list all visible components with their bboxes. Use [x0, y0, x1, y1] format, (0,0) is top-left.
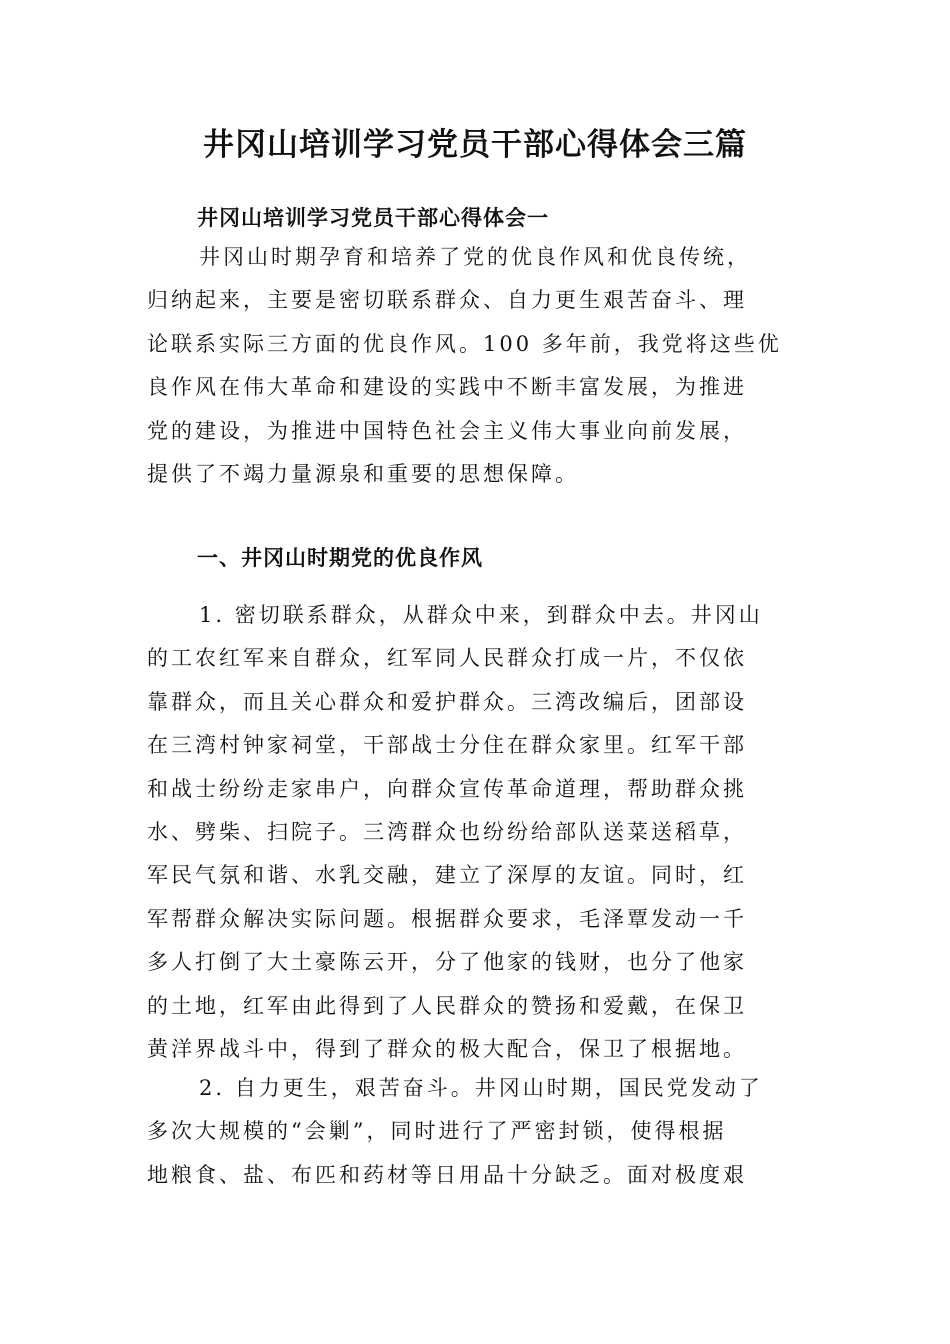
- paragraph-line: 靠群众，而且关心群众和爱护群众。三湾改编后，团部设: [147, 689, 747, 714]
- paragraph-line: 归纳起来，主要是密切联系群众、自力更生艰苦奋斗、理: [147, 288, 747, 313]
- paragraph-line: 2. 自力更生，艰苦奋斗。井冈山时期，国民党发动了: [199, 1076, 763, 1100]
- paragraph-line: 提供了不竭力量源泉和重要的思想保障。: [147, 462, 579, 487]
- paragraph-line: 多次大规模的“会剿”，同时进行了严密封锁，使得根据: [147, 1119, 727, 1144]
- section-heading: 一、井冈山时期党的优良作风: [197, 546, 483, 570]
- point-2-paragraph: [147, 1067, 807, 1197]
- paragraph-line: 军帮群众解决实际问题。根据群众要求，毛泽覃发动一千: [147, 906, 747, 931]
- paragraph-line: 地粮食、盐、布匹和药材等日用品十分缺乏。面对极度艰: [147, 1162, 747, 1187]
- paragraph-line: 和战士纷纷走家串户，向群众宣传革命道理，帮助群众挑: [147, 776, 747, 801]
- paragraph-line: 井冈山时期孕育和培养了党的优良作风和优良传统，: [199, 245, 751, 269]
- paragraph-line: 的工农红军来自群众，红军同人民群众打成一片，不仅依: [147, 646, 747, 671]
- paragraph-line: 水、劈柴、扫院子。三湾群众也纷纷给部队送菜送稻草，: [147, 820, 747, 845]
- article-subtitle: 井冈山培训学习党员干部心得体会一: [197, 206, 549, 230]
- paragraph-line: 良作风在伟大革命和建设的实践中不断丰富发展，为推进: [147, 375, 747, 400]
- paragraph-line: 多人打倒了大土豪陈云开，分了他家的钱财，也分了他家: [147, 950, 747, 975]
- paragraph-line: 1. 密切联系群众，从群众中来，到群众中去。井冈山: [199, 603, 763, 627]
- paragraph-line: 论联系实际三方面的优良作风。100 多年前，我党将这些优: [147, 331, 782, 356]
- document-title: 井冈山培训学习党员干部心得体会三篇: [203, 127, 747, 163]
- intro-paragraph: [147, 236, 807, 496]
- point-1-paragraph: [147, 594, 807, 1071]
- paragraph-line: 党的建设，为推进中国特色社会主义伟大事业向前发展，: [147, 418, 747, 443]
- paragraph-line: 黄洋界战斗中，得到了群众的极大配合，保卫了根据地。: [147, 1037, 747, 1062]
- paragraph-line: 军民气氛和谐、水乳交融，建立了深厚的友谊。同时，红: [147, 863, 747, 888]
- paragraph-line: 在三湾村钟家祠堂，干部战士分住在群众家里。红军干部: [147, 733, 747, 758]
- paragraph-line: 的土地，红军由此得到了人民群众的赞扬和爱戴，在保卫: [147, 993, 747, 1018]
